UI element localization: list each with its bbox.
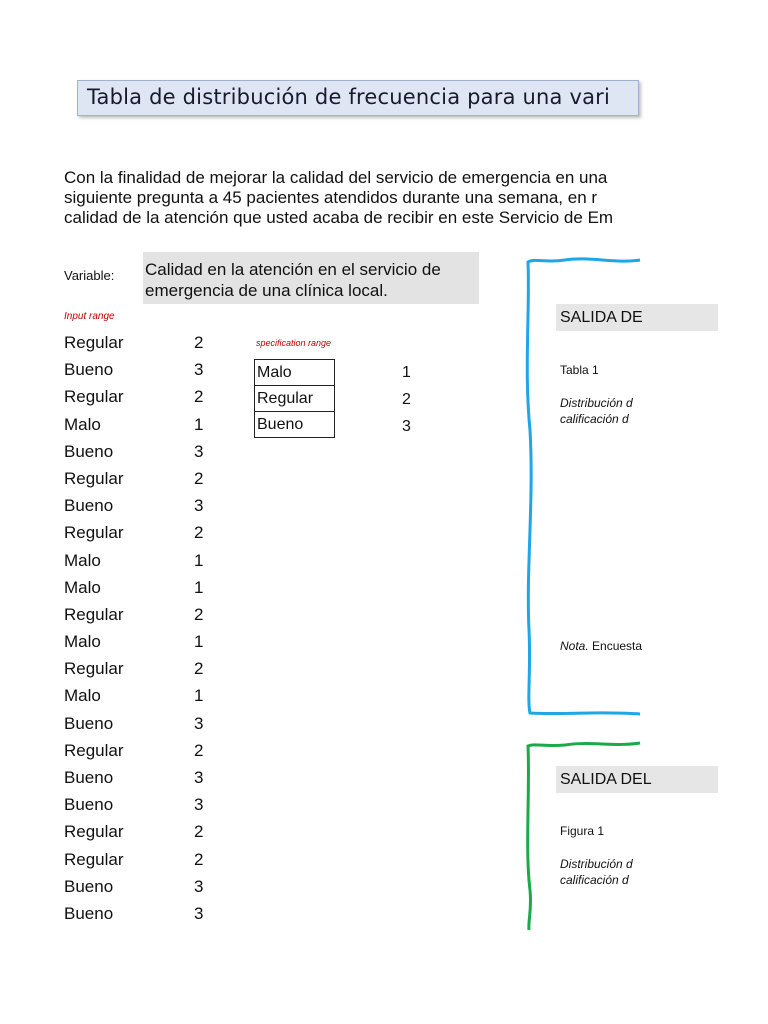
data-row-label: Malo xyxy=(64,414,101,434)
specification-range-label: specification range xyxy=(256,338,332,348)
data-row-code: 3 xyxy=(194,768,204,787)
data-row-label: Bueno xyxy=(64,496,114,516)
data-row-code: 1 xyxy=(194,414,204,434)
green-caption-line-2: calificación d xyxy=(560,873,629,887)
data-row-code: 1 xyxy=(194,550,204,570)
data-row-label: Bueno xyxy=(64,768,114,787)
figure-label: Figura 1 xyxy=(560,824,605,838)
data-row-code: 2 xyxy=(194,604,204,624)
specification-table xyxy=(254,359,335,438)
data-row-label: Regular xyxy=(64,523,124,543)
data-row-label: Malo xyxy=(64,632,101,652)
intro-line-3: calidad de la atención que usted acaba de recibir en este Servicio de Em xyxy=(64,208,614,227)
spec-table-row xyxy=(255,386,335,412)
input-range-label: Input range xyxy=(64,311,115,322)
data-row-label: Bueno xyxy=(64,441,114,461)
data-row-label: Regular xyxy=(64,387,124,407)
data-row-code: 1 xyxy=(194,632,204,652)
data-row-code: 2 xyxy=(194,523,204,543)
data-row-label: Regular xyxy=(64,849,124,869)
spec-table-label-cell[interactable]: Bueno xyxy=(255,412,335,438)
data-row-label: Bueno xyxy=(64,795,114,815)
spec-table-code: 1 xyxy=(402,364,411,381)
variable-line-2: emergencia de una clínica local. xyxy=(145,281,388,300)
title-banner xyxy=(77,80,639,116)
spec-table-label-cell[interactable]: Malo xyxy=(255,360,335,386)
data-row-label: Regular xyxy=(64,468,124,488)
data-row-code: 3 xyxy=(194,903,204,923)
spec-table-code: 3 xyxy=(402,418,411,435)
data-row-code: 2 xyxy=(194,333,204,352)
data-row-code: 2 xyxy=(194,659,204,679)
blue-caption-line-1: Distribución d xyxy=(560,396,633,410)
blue-caption-line-2: calificación d xyxy=(560,412,629,426)
note-text: Encuesta xyxy=(592,639,643,653)
page-title: Tabla de distribución de frecuencia para una vari xyxy=(87,85,611,109)
data-row-code: 2 xyxy=(194,740,204,760)
data-row-label: Regular xyxy=(64,604,124,624)
blue-panel-header: SALIDA DE xyxy=(556,304,718,331)
data-row-label: Regular xyxy=(64,740,124,760)
data-row-label: Bueno xyxy=(64,876,114,896)
data-row-label: Bueno xyxy=(64,360,114,380)
intro-line-1: Con la finalidad de mejorar la calidad del servicio de emergencia en una xyxy=(64,168,608,187)
data-row-label: Malo xyxy=(64,577,101,597)
data-row-code: 3 xyxy=(194,441,204,461)
data-row-code: 3 xyxy=(194,360,204,380)
spec-table-row xyxy=(255,360,335,386)
data-row-code: 2 xyxy=(194,468,204,488)
green-panel-header: SALIDA DEL xyxy=(556,766,718,793)
data-row-code: 3 xyxy=(194,496,204,516)
variable-label: Variable: xyxy=(64,268,115,283)
spec-table-code: 2 xyxy=(402,391,411,408)
green-caption-line-1: Distribución d xyxy=(560,857,633,871)
variable-line-1: Calidad en la atención en el servicio de xyxy=(145,260,441,279)
data-row-code: 2 xyxy=(194,822,204,842)
data-row-label: Regular xyxy=(64,659,124,679)
data-row-code: 2 xyxy=(194,387,204,407)
data-row-code: 1 xyxy=(194,686,204,706)
spec-table-label-cell[interactable]: Regular xyxy=(255,386,335,412)
data-row-label: Malo xyxy=(64,686,101,706)
intro-line-2: siguiente pregunta a 45 pacientes atendidos durante una semana, en r xyxy=(64,188,598,207)
variable-description-cell[interactable] xyxy=(143,252,479,304)
data-row-label: Bueno xyxy=(64,713,114,733)
table-label: Tabla 1 xyxy=(560,363,599,377)
data-row-code: 2 xyxy=(194,849,204,869)
data-row-label: Regular xyxy=(64,333,124,352)
data-row-code: 3 xyxy=(194,713,204,733)
data-row-label: Regular xyxy=(64,822,124,842)
spec-table-row xyxy=(255,412,335,438)
data-row-label: Bueno xyxy=(64,903,114,923)
data-row-code: 3 xyxy=(194,795,204,815)
table-note xyxy=(560,639,643,653)
data-row-label: Malo xyxy=(64,550,101,570)
data-row-code: 1 xyxy=(194,577,204,597)
intro-paragraph xyxy=(64,168,640,228)
data-row-code: 3 xyxy=(194,876,204,896)
note-label: Nota. xyxy=(560,639,589,653)
